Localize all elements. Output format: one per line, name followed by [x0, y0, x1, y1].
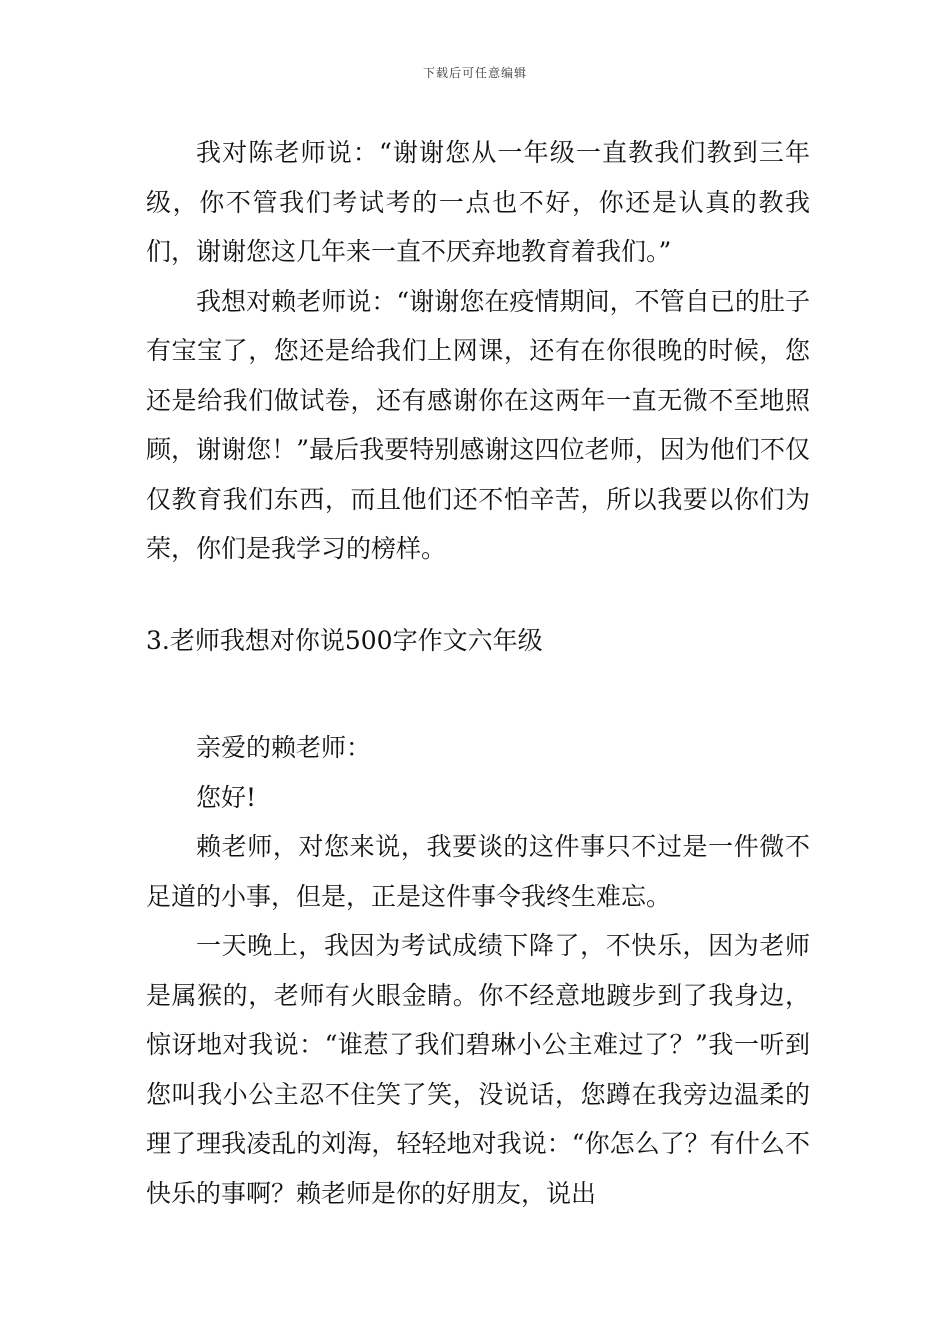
letter-salutation: 亲爱的赖老师： — [196, 733, 372, 762]
spacer — [146, 574, 810, 616]
section-heading: 3.老师我想对你说500字作文六年级 — [146, 625, 543, 655]
document-body — [146, 128, 810, 1218]
paragraph-memorable-event: 赖老师，对您来说，我要谈的这件事只不过是一件微不足道的小事，但是，正是这件事令我终生难忘。 — [146, 832, 810, 911]
spacer — [146, 665, 810, 723]
paragraph-thanks-lai: 我想对赖老师说：“谢谢您在疫情期间，不管自已的肚子有宝宝了，您还是给我们上网课，还有在你很晚的时候，您还是给我们做试卷，还有感谢你在这两年一直无微不至地照顾，谢谢您！”最后我要特别感谢这四位老师，因为他们不仅仅教育我们东西，而且他们还不怕辛苦，所以我要以你们为荣，你们是我学习的榜样。 — [146, 286, 810, 563]
paragraph-thanks-chen: 我对陈老师说：“谢谢您从一年级一直教我们教到三年级，你不管我们考试考的一点也不好，你还是认真的教我们，谢谢您这几年来一直不厌弃地教育着我们。” — [146, 138, 810, 266]
letter-greeting: 您好! — [196, 782, 257, 812]
paragraph-one-evening: 一天晚上，我因为考试成绩下降了，不快乐，因为老师是属猴的，老师有火眼金睛。你不经意地踱步到了我身边，惊讶地对我说：“谁惹了我们碧琳小公主难过了？”我一听到您叫我小公主忍不住笑了笑，没说话，您蹲在我旁边温柔的理了理我凌乱的刘海，轻轻地对我说：“你怎么了？有什么不快乐的事啊？赖老师是你的好朋友，说出 — [146, 931, 810, 1208]
page-header: 下载后可任意编辑 — [422, 66, 527, 80]
